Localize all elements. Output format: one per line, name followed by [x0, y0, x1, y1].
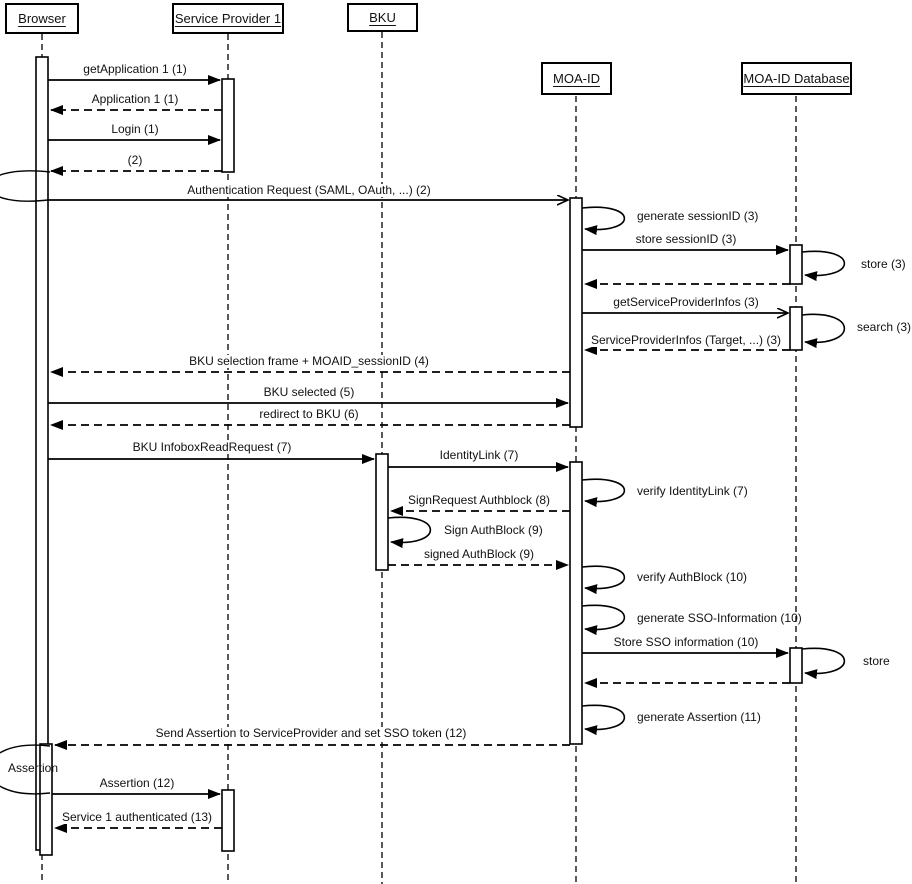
label-search-3: search (3) — [857, 320, 912, 334]
label-store-plain: store — [863, 654, 890, 668]
label-store-sso: Store SSO information (10) — [613, 635, 759, 649]
label-store-session-id: store sessionID (3) — [635, 232, 737, 246]
label-generate-session-id: generate sessionID (3) — [637, 209, 759, 223]
label-verify-authblock: verify AuthBlock (10) — [637, 570, 748, 584]
label-identity-link: IdentityLink (7) — [439, 448, 519, 462]
loop-store-3 — [802, 251, 844, 275]
label-infobox-read-request: BKU InfoboxReadRequest (7) — [132, 440, 292, 454]
label-store-3: store (3) — [861, 257, 906, 271]
activation-browser-main — [36, 57, 48, 850]
participant-moa-id-database — [741, 62, 852, 95]
label-get-application: getApplication 1 (1) — [83, 62, 187, 76]
participant-browser — [5, 3, 79, 34]
label-verify-identity-link: verify IdentityLink (7) — [637, 484, 748, 498]
loop-sign-authblock — [388, 517, 430, 542]
label-generate-assertion: generate Assertion (11) — [637, 710, 761, 724]
label-sp-infos: ServiceProviderInfos (Target, ...) (3) — [590, 333, 782, 347]
loop-verify-authblock — [582, 566, 624, 588]
label-redirect-bku: redirect to BKU (6) — [259, 407, 359, 421]
participant-service-provider — [172, 3, 284, 34]
self-loops — [388, 207, 844, 729]
label-assertion-loop: Assertion — [8, 761, 59, 775]
activation-db-3 — [790, 648, 802, 683]
label-send-assertion: Send Assertion to ServiceProvider and set SSO token (12) — [155, 726, 467, 740]
loop-generate-session-id — [582, 207, 624, 229]
label-sign-authblock: Sign AuthBlock (9) — [444, 523, 543, 537]
participant-bku-label: BKU — [369, 10, 396, 25]
loop-generate-sso — [582, 605, 624, 629]
activation-sp-1 — [222, 79, 234, 172]
label-service-authenticated: Service 1 authenticated (13) — [61, 810, 213, 824]
participant-moa-id — [541, 62, 612, 95]
activation-bku — [376, 454, 388, 570]
label-return-2: (2) — [127, 153, 143, 167]
lifelines — [42, 32, 796, 884]
label-bku-selection: BKU selection frame + MOAID_sessionID (4) — [189, 354, 429, 368]
label-assertion: Assertion (12) — [99, 776, 175, 790]
loop-verify-identity-link — [582, 479, 624, 501]
participant-moa-id-label: MOA-ID — [553, 71, 600, 86]
loop-store-plain — [802, 648, 844, 673]
loop-generate-assertion — [582, 705, 624, 729]
label-sign-request: SignRequest Authblock (8) — [407, 493, 551, 507]
label-login: Login (1) — [111, 122, 159, 136]
activation-sp-2 — [222, 790, 234, 851]
activation-moa-id-1 — [570, 198, 582, 427]
activation-moa-id-2 — [570, 462, 582, 744]
loop-search-3 — [802, 314, 844, 342]
label-bku-selected: BKU selected (5) — [263, 385, 355, 399]
label-get-sp-infos: getServiceProviderInfos (3) — [613, 295, 759, 309]
participant-moa-id-database-label: MOA-ID Database — [743, 71, 850, 86]
participant-service-provider-label: Service Provider 1 — [174, 11, 282, 26]
label-auth-request: Authentication Request (SAML, OAuth, ...) (2) — [187, 183, 431, 197]
label-application: Application 1 (1) — [91, 92, 179, 106]
label-signed-authblock: signed AuthBlock (9) — [423, 547, 535, 561]
participant-browser-label: Browser — [18, 11, 66, 26]
activation-db-1 — [790, 245, 802, 284]
participant-bku — [347, 3, 418, 32]
label-generate-sso: generate SSO-Information (10) — [637, 611, 802, 625]
activation-db-2 — [790, 307, 802, 350]
